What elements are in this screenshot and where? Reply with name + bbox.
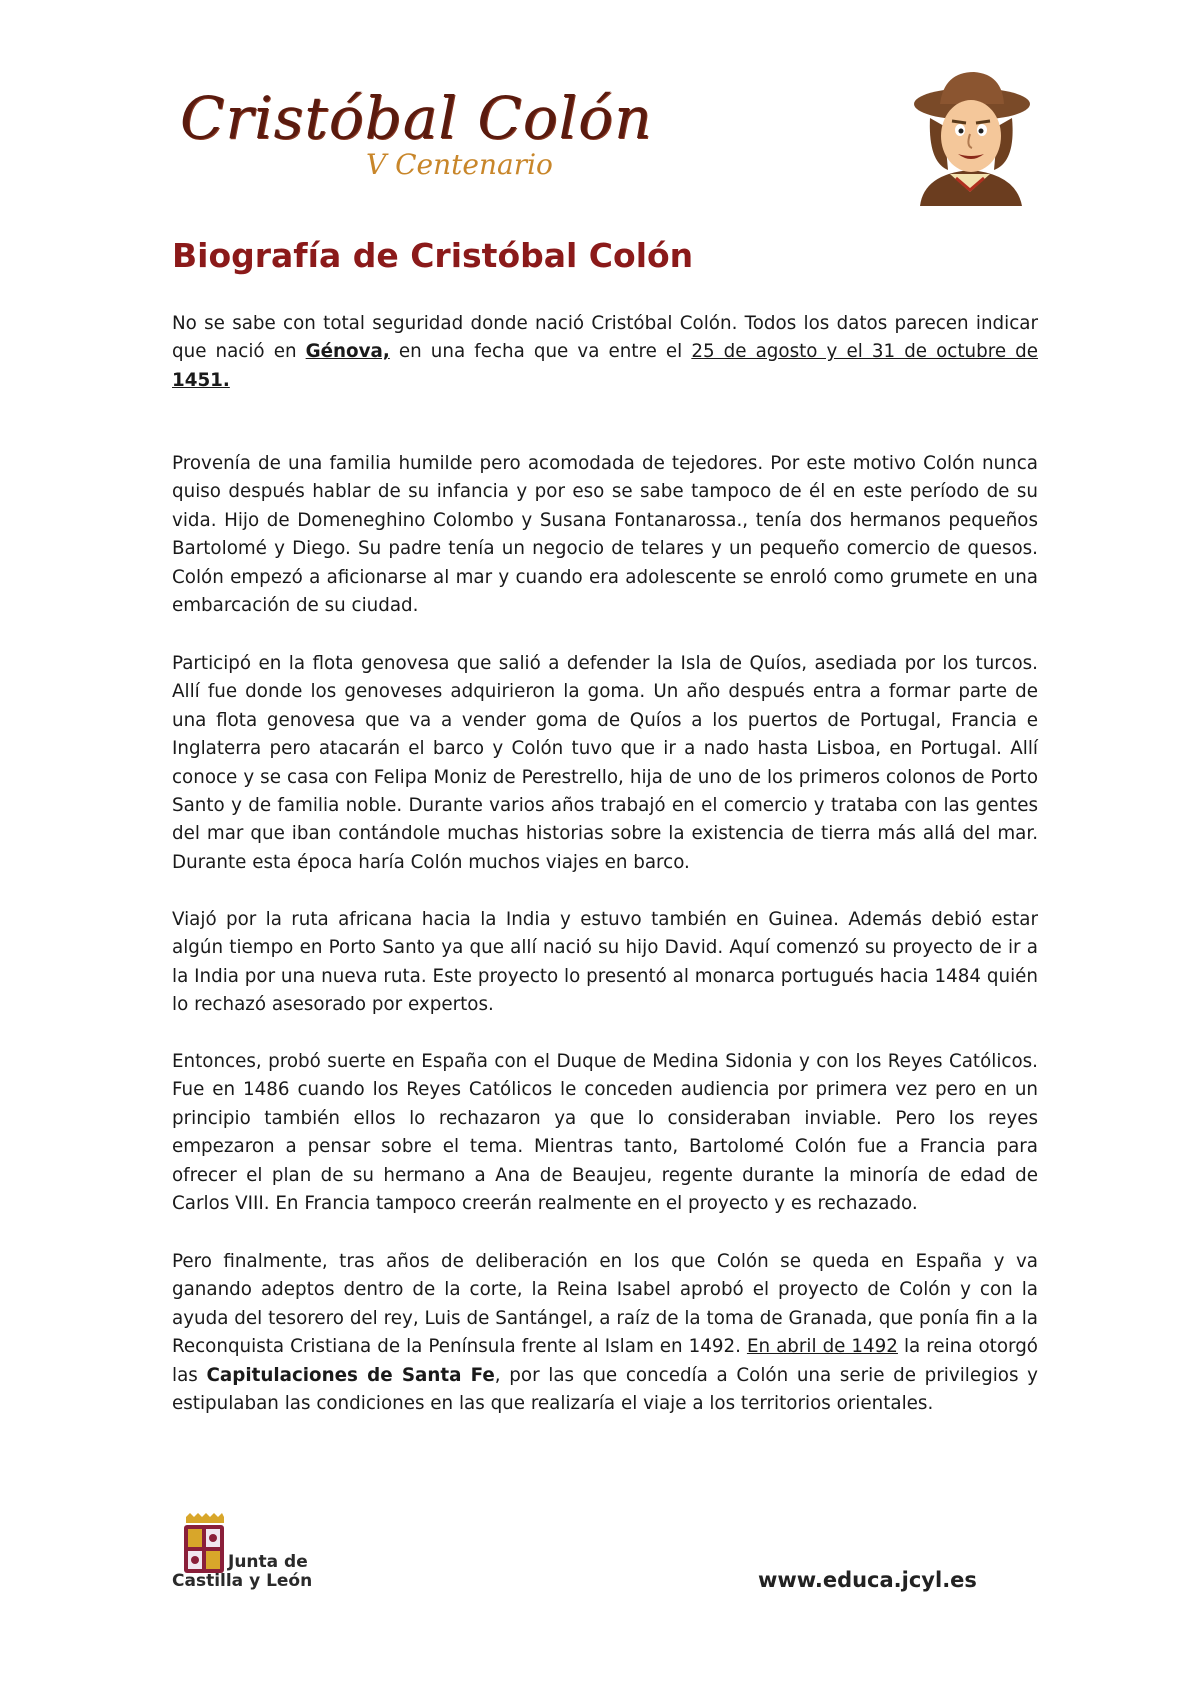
p6-date: En abril de 1492 — [746, 1336, 898, 1358]
junta-text — [172, 1552, 313, 1591]
logo-subtitle: V Centenario — [366, 148, 553, 181]
p1-dates: 25 de agosto y el 31 de octubre de — [691, 341, 1039, 363]
p1-text-a: No se sabe con total seguridad donde nació Cristóbal Colón. Todos los datos parecen indicar que nació en — [172, 313, 1038, 363]
junta-castilla-leon-logo — [172, 1513, 332, 1613]
paragraph-2: Provenía de una familia humilde pero acomodada de tejedores. Por este motivo Colón nunca quiso después hablar de su infancia y por eso se sabe tampoco de él en este período de su vida. Hijo de Domeneghino Colombo y Susana Fontanarossa., tenía dos hermanos pequeños Bartolomé y Diego. Su padre tenía un negocio de telares y un pequeño comercio de quesos. Colón empezó a aficionarse al mar y cuando era adolescente se enroló como grumete en una embarcación de su ciudad. — [172, 453, 1038, 617]
p6-text-b: la reina otorgó las — [172, 1336, 1038, 1386]
p1-city: Génova, — [305, 341, 390, 363]
p1-text-b: en una fecha que va entre el — [389, 341, 692, 363]
p6-text-a: Pero finalmente, tras años de deliberación en los que Colón se queda en España y va ganando adeptos dentro de la corte, la Reina Isabel aprobó el proyecto de Colón y con la ayuda del tesorero del rey, Luis de Santángel, a raíz de la toma de Granada, que ponía fin a la Reconquista Cristiana de la Península frente al Islam en 1492. — [172, 1251, 1038, 1358]
paragraph-1 — [172, 310, 1038, 395]
paragraph-6 — [172, 1248, 1038, 1418]
junta-line-1: Junta de — [228, 1552, 308, 1572]
cristobal-colon-logo — [180, 84, 653, 198]
paragraph-4: Viajó por la ruta africana hacia la India y estuvo también en Guinea. Además debió estar algún tiempo en Porto Santo ya que allí nació su hijo David. Aquí comenzó su proyecto de ir a la India por una nueva ruta. Este proyecto lo presentó al monarca portugués hacia 1484 quién lo rechazó asesorado por expertos. — [172, 909, 1038, 1016]
document-title: Biografía de Cristóbal Colón — [172, 236, 694, 275]
columbus-cartoon-icon — [900, 66, 1040, 206]
logo-title: Cristóbal Colón — [180, 84, 653, 152]
p1-year: 1451. — [172, 369, 230, 391]
paragraph-3: Participó en la flota genovesa que salió a defender la Isla de Quíos, asediada por los turcos. Allí fue donde los genoveses adquirieron la goma. Un año después entra a formar parte de una flota genovesa que va a vender goma de Quíos a los puertos de Portugal, Francia e Inglaterra pero atacarán el barco y Colón tuvo que ir a nado hasta Lisboa, en Portugal. Allí conoce y se casa con Felipa Moniz de Perestrello, hija de uno de los primeros colonos de Porto Santo y de familia noble. Durante varios años trabajó en el comercio y trataba con las gentes del mar que iban contándole muchas historias sobre la existencia de tierra más allá del mar. Durante esta época haría Colón muchos viajes en barco. — [172, 653, 1038, 873]
junta-line-2: Castilla y León — [172, 1571, 313, 1591]
p6-text-c: , por las que concedía a Colón una serie de privilegios y estipulaban las condiciones en las que realizaría el viaje a los territorios orientales. — [172, 1364, 1038, 1415]
website-url[interactable]: www.educa.jcyl.es — [758, 1568, 977, 1592]
paragraph-5: Entonces, probó suerte en España con el Duque de Medina Sidonia y con los Reyes Católicos. Fue en 1486 cuando los Reyes Católicos le conceden audiencia por primera vez pero en un principio también ellos lo rechazaron ya que lo consideraban inviable. Pero los reyes empezaron a pensar sobre el tema. Mientras tanto, Bartolomé Colón fue a Francia para ofrecer el plan de su hermano a Ana de Beaujeu, regente durante la minoría de edad de Carlos VIII. En Francia tampoco creerán realmente en el proyecto y es rechazado. — [172, 1051, 1038, 1215]
p6-capitulaciones: Capitulaciones de Santa Fe — [206, 1364, 495, 1386]
